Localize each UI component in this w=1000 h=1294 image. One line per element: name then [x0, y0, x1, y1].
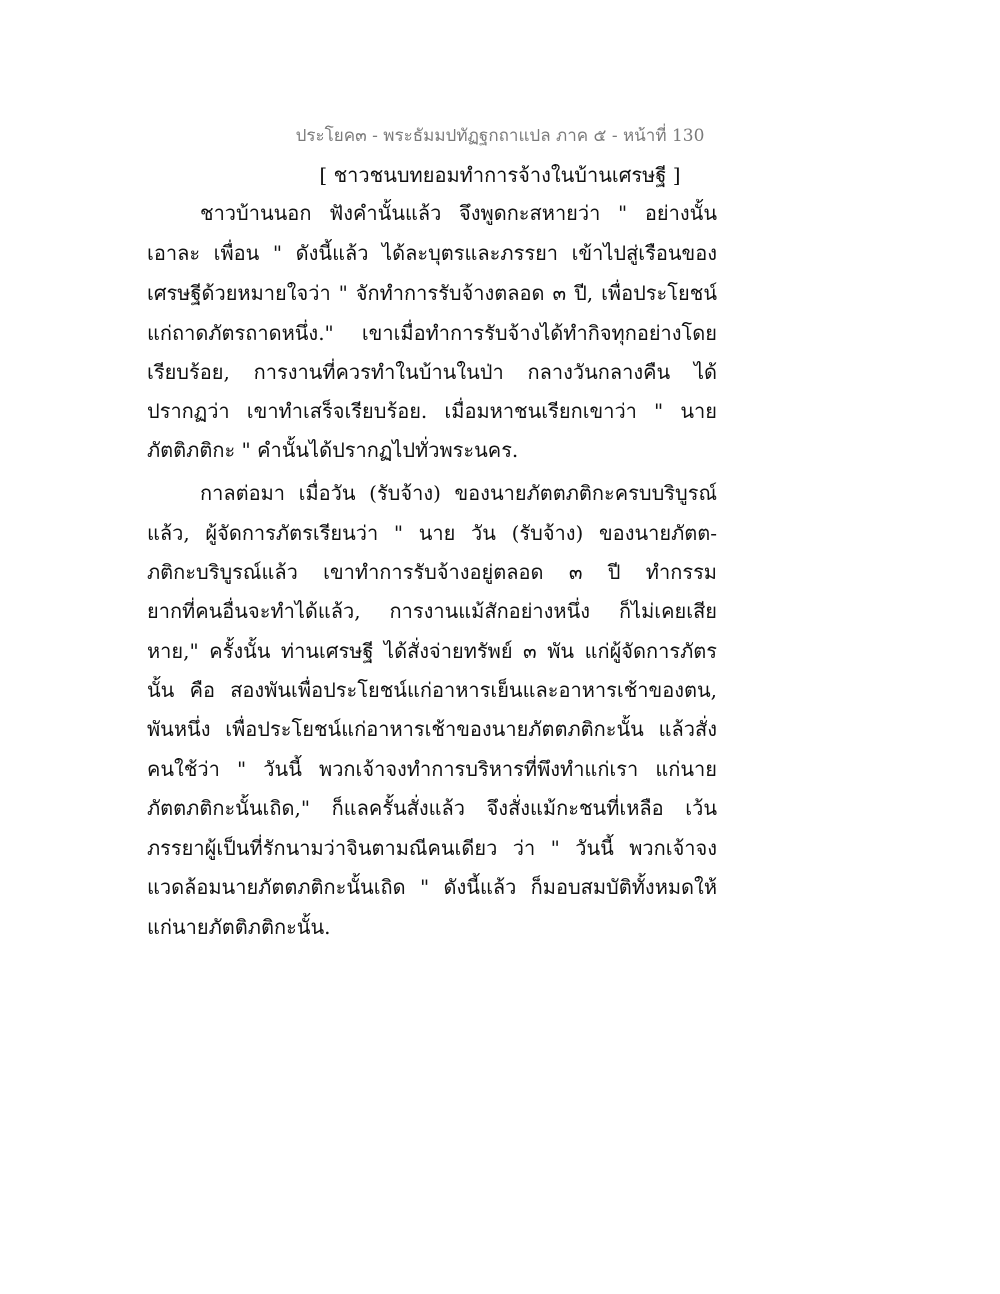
text-line: คนใช้ว่า " วันนี้ พวกเจ้าจงทำการบริหารที่พึงทำแก่เรา แก่นาย: [147, 757, 717, 781]
text-line: ภรรยาผู้เป็นที่รักนามว่าจินตามณีคนเดียว ว่า " วันนี้ พวกเจ้าจง: [147, 836, 717, 860]
text-line: ภติกะบริบูรณ์แล้ว เขาทำการรับจ้างอยู่ตลอด ๓ ปี ทำกรรม: [147, 560, 717, 584]
text-line: หาย," ครั้งนั้น ท่านเศรษฐี ได้สั่งจ่ายทรัพย์ ๓ พัน แก่ผู้จัดการภัตร: [147, 639, 717, 663]
text-line: เอาละ เพื่อน " ดังนี้แล้ว ได้ละบุตรและภรรยา เข้าไปสู่เรือนของ: [147, 241, 717, 265]
section-heading: [ ชาวชนบทยอมทำการจ้างในบ้านเศรษฐี ]: [319, 163, 681, 187]
text-line: แก่นายภัตติภติกะนั้น.: [147, 915, 331, 939]
text-line: นั้น คือ สองพันเพื่อประโยชน์แก่อาหารเย็นและอาหารเช้าของตน,: [147, 678, 717, 702]
running-header: ประโยค๓ - พระธัมมปทัฏฐกถาแปล ภาค ๕ - หน้าที่ 130: [295, 126, 705, 146]
text-line: ภัตตภติกะนั้นเถิด," ก็แลครั้นสั่งแล้ว จึงสั่งแม้กะชนที่เหลือ เว้น: [147, 796, 717, 820]
text-line: ยากที่คนอื่นจะทำได้แล้ว, การงานแม้สักอย่างหนึ่ง ก็ไม่เคยเสีย: [147, 599, 717, 623]
text-line: เรียบร้อย, การงานที่ควรทำในบ้านในป่า กลางวันกลางคืน ได้: [147, 360, 717, 384]
text-line: กาลต่อมา เมื่อวัน (รับจ้าง) ของนายภัตตภติกะครบบริบูรณ์: [200, 481, 717, 505]
text-line: แก่ถาดภัตรถาดหนึ่ง." เขาเมื่อทำการรับจ้างได้ทำกิจทุกอย่างโดย: [147, 321, 717, 345]
text-line: ปรากฏว่า เขาทำเสร็จเรียบร้อย. เมื่อมหาชนเรียกเขาว่า " นาย: [147, 399, 717, 423]
text-line: ชาวบ้านนอก ฟังคำนั้นแล้ว จึงพูดกะสหายว่า " อย่างนั้น: [200, 201, 717, 225]
text-line: เศรษฐีด้วยหมายใจว่า " จักทำการรับจ้างตลอด ๓ ปี, เพื่อประโยชน์: [147, 281, 717, 305]
text-line: แวดล้อมนายภัตตภติกะนั้นเถิด " ดังนี้แล้ว ก็มอบสมบัติทั้งหมดให้: [147, 875, 717, 899]
text-line: ภัตติภติกะ " คำนั้นได้ปรากฏไปทั่วพระนคร.: [147, 438, 519, 462]
text-line: แล้ว, ผู้จัดการภัตรเรียนว่า " นาย วัน (รับจ้าง) ของนายภัตต-: [147, 521, 717, 545]
text-line: พันหนึ่ง เพื่อประโยชน์แก่อาหารเช้าของนายภัตตภติกะนั้น แล้วสั่ง: [147, 717, 717, 741]
